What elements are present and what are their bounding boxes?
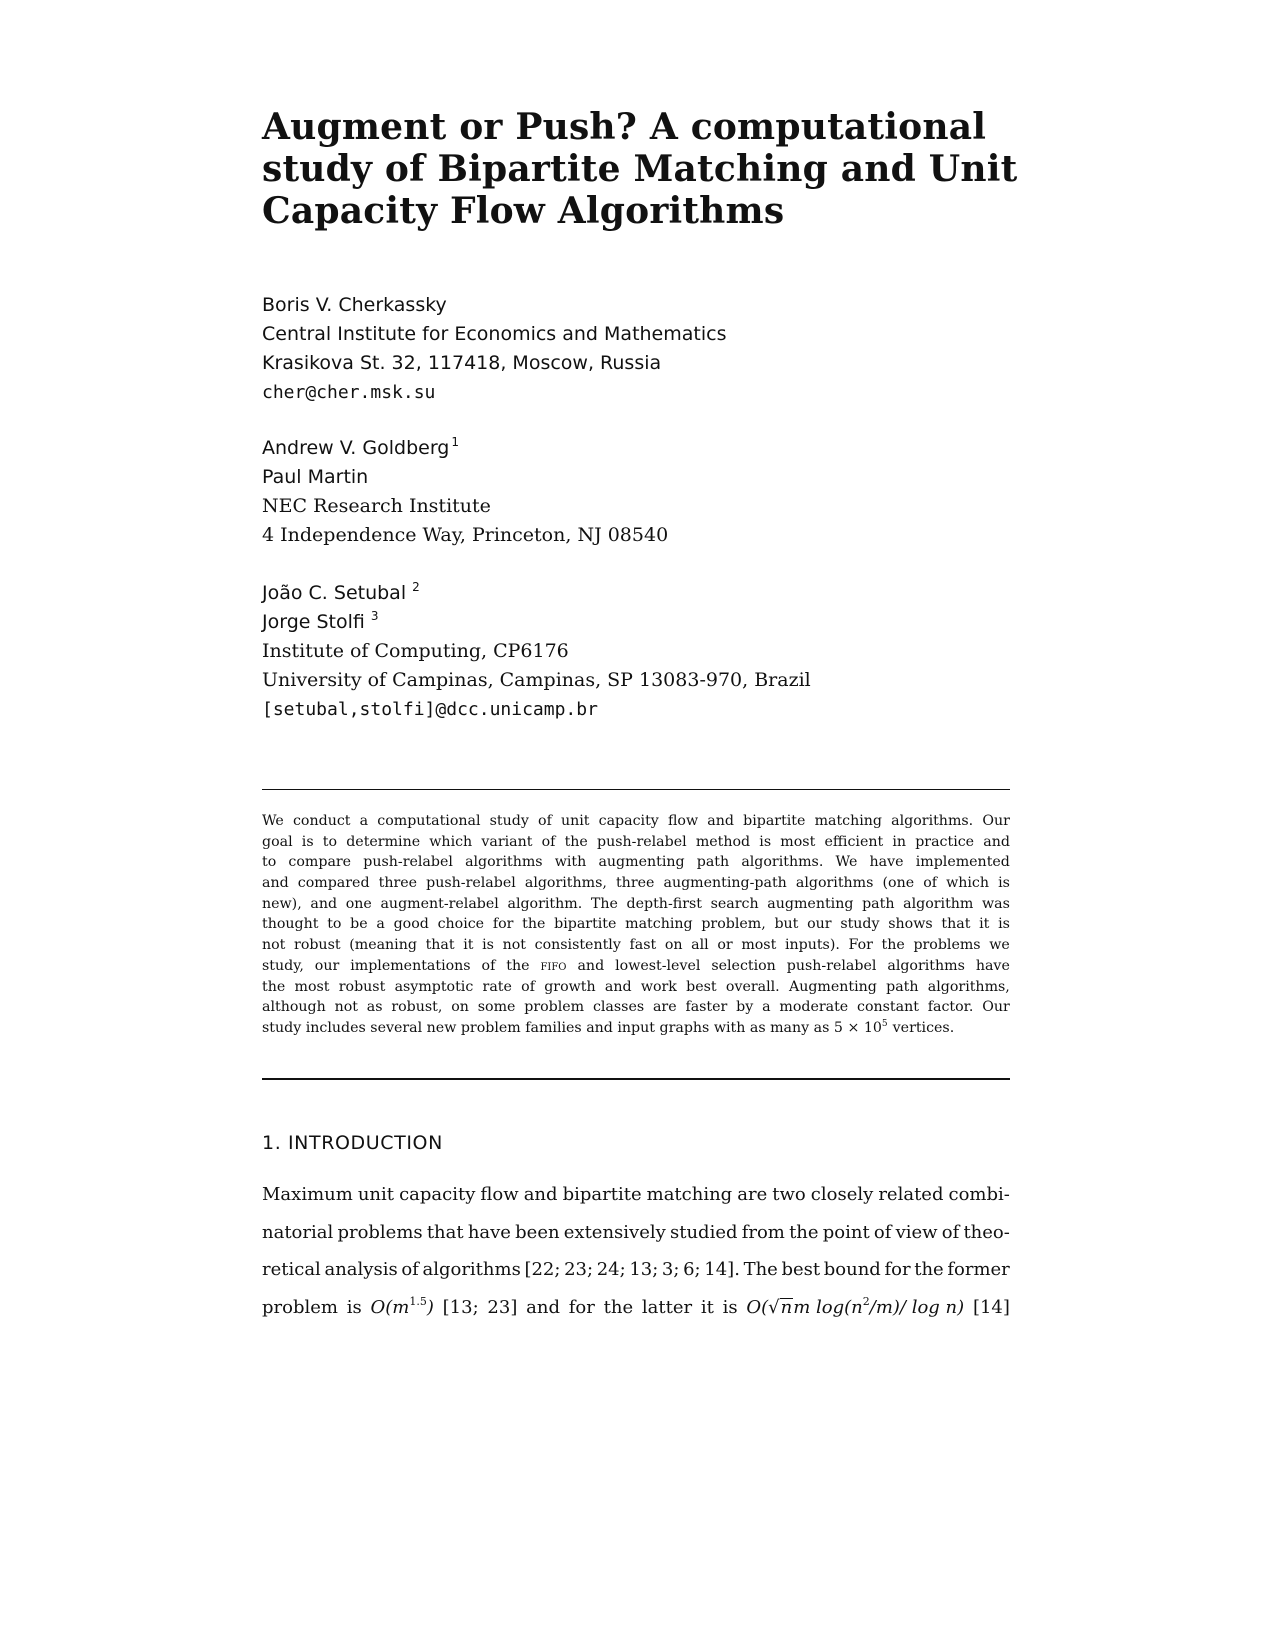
word: is	[759, 833, 772, 850]
word: from	[741, 1221, 785, 1243]
word: matching	[646, 1184, 733, 1205]
author-name-text: Jorge Stolfi	[262, 611, 365, 633]
word: on	[451, 999, 469, 1016]
word: algorithms,	[524, 875, 607, 892]
word: 23;	[564, 1259, 594, 1280]
word: most	[294, 978, 330, 995]
author-name-stolfi	[262, 608, 1022, 637]
word: constant	[857, 999, 919, 1016]
word: the	[603, 1296, 634, 1318]
word: augmenting	[767, 895, 854, 912]
author-block-campinas	[262, 579, 1022, 724]
author-name-text: Andrew V. Goldberg	[262, 437, 450, 459]
abstract-line	[262, 894, 1010, 915]
word: study	[840, 916, 880, 933]
body-line	[262, 1214, 1010, 1252]
math-text: )	[426, 1296, 434, 1318]
word: a	[359, 813, 369, 829]
word: best	[781, 1259, 821, 1280]
word: by	[736, 999, 754, 1016]
word: faster	[685, 999, 728, 1016]
author-address: Krasikova St. 32, 117418, Moscow, Russia	[262, 352, 662, 374]
word: 13;	[629, 1259, 659, 1280]
word: The	[743, 1259, 778, 1280]
word: practice	[915, 833, 975, 850]
abstract	[262, 811, 1010, 1039]
word: the	[914, 1259, 944, 1280]
word: [13;	[442, 1296, 479, 1318]
word: push-relabel	[786, 957, 877, 974]
word: shows	[888, 916, 933, 933]
word: 23]	[487, 1296, 518, 1318]
word: Maximum	[262, 1184, 353, 1205]
word: algorithms,	[927, 978, 1010, 995]
abstract-line	[262, 811, 1010, 832]
word: is	[998, 916, 1010, 933]
word: three	[378, 875, 418, 892]
author-email: [setubal,stolfi]@dcc.unicamp.br	[262, 699, 598, 720]
word: most	[741, 937, 777, 954]
word: former	[947, 1259, 1010, 1280]
word: For	[848, 937, 873, 954]
word: implementations	[350, 957, 471, 974]
word: the	[262, 978, 286, 995]
word: for	[884, 1259, 911, 1280]
body-text	[262, 1176, 1010, 1326]
author-address: University of Campinas, Campinas, SP 13083-970, Brazil	[262, 669, 811, 691]
word: although	[262, 999, 326, 1016]
abstract-text: vertices.	[892, 1019, 955, 1036]
word: flow	[480, 1184, 519, 1205]
word: robust	[338, 978, 386, 995]
word: implemented	[915, 854, 1010, 871]
word: Our	[982, 813, 1010, 829]
author-name: Boris V. Cherkassky	[262, 294, 447, 316]
word: have	[467, 1221, 511, 1243]
body-line-math	[262, 1289, 1010, 1327]
word: We	[262, 813, 284, 829]
word: depth-first	[626, 895, 702, 912]
word: that	[941, 916, 971, 933]
word: algorithms.	[891, 813, 974, 829]
word: of	[541, 833, 556, 850]
word: was	[982, 895, 1010, 912]
author-address: 4 Independence Way, Princeton, NJ 08540	[262, 524, 669, 546]
paper-title	[262, 106, 1018, 232]
word: of	[873, 1221, 892, 1243]
math-text: /m)/ log n)	[869, 1296, 965, 1318]
body-line	[262, 1251, 1010, 1289]
word: augmenting-path	[663, 875, 787, 892]
word: combi-	[948, 1184, 1010, 1205]
title-line-1: Augment or Push? A computational	[262, 106, 987, 148]
math-bound-flow	[371, 1289, 434, 1327]
footnote-marker: 3	[370, 609, 379, 623]
word: unit	[357, 1184, 395, 1205]
word: efficient	[824, 833, 884, 850]
author-affiliation: NEC Research Institute	[262, 495, 491, 517]
word: algorithms.	[741, 854, 824, 871]
author-affiliation: Institute of Computing, CP6176	[262, 640, 569, 662]
word: overall.	[725, 978, 780, 995]
math-sqrt-arg: n	[780, 1296, 793, 1318]
word: and	[707, 813, 734, 829]
word: Our	[982, 999, 1010, 1016]
word: is	[998, 875, 1010, 892]
word: the	[789, 1221, 819, 1243]
word: not	[334, 999, 358, 1016]
word: good	[393, 916, 429, 933]
word: one	[345, 895, 372, 912]
word: fast	[629, 937, 657, 954]
word: problem,	[701, 916, 766, 933]
word: 6;	[683, 1259, 701, 1280]
abstract-line	[262, 873, 1010, 894]
word: moderate	[779, 999, 849, 1016]
word: We	[835, 854, 858, 871]
word: computational	[377, 813, 481, 829]
citation: [14]	[972, 1296, 1010, 1318]
title-line-2: study of Bipartite Matching and Unit	[262, 148, 1018, 190]
word: some	[477, 999, 516, 1016]
word: theo-	[963, 1221, 1010, 1243]
word: algorithm	[903, 895, 974, 912]
word: and	[604, 978, 632, 995]
word: all	[691, 937, 709, 954]
word: capacity	[399, 1184, 476, 1205]
word: not	[502, 937, 526, 954]
word: study,	[262, 957, 304, 974]
abstract-top-rule	[262, 789, 1010, 790]
word: that	[425, 937, 455, 954]
word: two	[772, 1184, 806, 1205]
word: our	[314, 957, 340, 974]
word: for	[492, 916, 514, 933]
word: method	[695, 833, 751, 850]
word: problem	[262, 1296, 338, 1318]
math-text: O(√	[746, 1296, 780, 1318]
word: retical	[262, 1259, 321, 1280]
word: variant	[481, 833, 533, 850]
word: matching	[625, 916, 693, 933]
word: to	[262, 854, 277, 871]
abstract-last-line	[262, 1018, 1010, 1039]
word: asymptotic	[394, 978, 474, 995]
word: studied	[669, 1221, 738, 1243]
abstract-line	[262, 852, 1010, 873]
word: bipartite	[562, 1184, 642, 1205]
word: [22;	[524, 1259, 561, 1280]
word: augment-relabel	[380, 895, 499, 912]
word: and	[983, 833, 1010, 850]
word: algorithms	[465, 854, 543, 871]
word: to	[322, 833, 338, 850]
word: lowest-level	[615, 957, 701, 974]
word: algorithms	[887, 957, 965, 974]
word: best	[686, 978, 717, 995]
word: is	[301, 833, 314, 850]
word: is	[722, 1296, 738, 1318]
word: goal	[262, 833, 293, 850]
word: compare	[288, 854, 352, 871]
math-exponent: 2	[862, 1294, 870, 1308]
word: a	[376, 916, 385, 933]
word: push-relabel	[426, 875, 516, 892]
word: it	[700, 1296, 714, 1318]
word: with	[554, 854, 587, 871]
word: work	[640, 978, 677, 995]
word: it	[979, 916, 990, 933]
word: determine	[346, 833, 421, 850]
word: point	[822, 1221, 870, 1243]
word: the	[506, 957, 530, 974]
abstract-line	[262, 935, 1010, 956]
author-name-martin: Paul Martin	[262, 466, 369, 488]
word: (meaning	[349, 937, 417, 954]
word: the	[564, 833, 588, 850]
word: bipartite	[743, 813, 806, 829]
word: capacity	[598, 813, 659, 829]
word: it	[463, 937, 474, 954]
word: Augmenting	[788, 978, 877, 995]
word: or	[717, 937, 733, 954]
word: are	[652, 999, 677, 1016]
word: of	[521, 978, 535, 995]
word: push-relabel	[363, 854, 453, 871]
word: latter	[641, 1296, 693, 1318]
word: algorithm.	[507, 895, 583, 912]
word: is	[482, 937, 494, 954]
word: be	[350, 916, 368, 933]
word: inputs).	[784, 937, 840, 954]
footnote-marker: 2	[412, 580, 420, 594]
author-name-goldberg	[262, 434, 1022, 463]
word: matching	[814, 813, 883, 829]
word: and	[577, 957, 605, 974]
word: 24;	[596, 1259, 626, 1280]
word: our	[807, 916, 832, 933]
abstract-line	[262, 977, 1010, 998]
word: augmenting	[598, 854, 685, 871]
word: and	[262, 875, 289, 892]
word: we	[989, 937, 1010, 954]
word: of	[941, 1221, 960, 1243]
word: is	[346, 1296, 362, 1318]
word: related	[878, 1184, 944, 1205]
word: conduct	[292, 813, 351, 829]
word: factor.	[927, 999, 974, 1016]
word: and	[523, 1184, 558, 1205]
word: 3;	[661, 1259, 680, 1280]
word: growth	[544, 978, 596, 995]
word: for	[568, 1296, 595, 1318]
abstract-text: study includes several new problem families and input graphs with as many as 5 × 10	[262, 1019, 882, 1036]
word: unit	[560, 813, 590, 829]
word: natorial	[262, 1221, 334, 1243]
word: of	[401, 1259, 419, 1280]
word: which	[429, 833, 473, 850]
word: on	[664, 937, 683, 954]
word: the	[881, 937, 905, 954]
word: have	[869, 854, 904, 871]
section-heading: 1. INTRODUCTION	[262, 1132, 443, 1154]
word: view	[895, 1221, 938, 1243]
footnote-marker: 1	[451, 435, 460, 449]
word: of	[923, 875, 938, 892]
fifo-term: fifo	[540, 957, 567, 974]
word: to	[327, 916, 342, 933]
word: problems	[913, 937, 981, 954]
word: The	[590, 895, 618, 912]
word: and	[310, 895, 338, 912]
word: and	[526, 1296, 560, 1318]
word: classes	[592, 999, 645, 1016]
word: 14].	[704, 1259, 740, 1280]
word: flow	[667, 813, 699, 829]
word: new),	[262, 895, 302, 912]
exponent: 5	[881, 1018, 888, 1029]
word: path	[696, 854, 730, 871]
word: the	[522, 916, 546, 933]
word: three	[615, 875, 655, 892]
word: a	[762, 999, 771, 1016]
word: of	[538, 813, 552, 829]
word: consistently	[534, 937, 621, 954]
abstract-line	[262, 914, 1010, 935]
word: path	[862, 895, 895, 912]
word: study	[489, 813, 529, 829]
word: choice	[437, 916, 485, 933]
word: most	[780, 833, 816, 850]
word: algorithms	[795, 875, 874, 892]
math-exponent: 1.5	[409, 1294, 427, 1308]
author-name-setubal	[262, 579, 1022, 608]
author-block-cherkassky	[262, 291, 1022, 407]
math-bound-matching	[746, 1289, 964, 1327]
word: of	[481, 957, 496, 974]
word: closely	[810, 1184, 874, 1205]
word: not	[262, 937, 286, 954]
author-block-nec	[262, 434, 1022, 550]
word: path	[886, 978, 919, 995]
math-text: m log(n	[793, 1296, 863, 1318]
word: thought	[262, 916, 319, 933]
abstract-line	[262, 832, 1010, 853]
author-affiliation: Central Institute for Economics and Mathematics	[262, 323, 727, 345]
word: problem	[524, 999, 585, 1016]
word: are	[737, 1184, 768, 1205]
word: have	[975, 957, 1010, 974]
word: algorithms	[422, 1259, 521, 1280]
word: in	[892, 833, 907, 850]
word: selection	[711, 957, 776, 974]
math-text: O(m	[370, 1296, 410, 1318]
author-name-text: João C. Setubal	[262, 582, 407, 604]
abstract-line-fifo	[262, 956, 1010, 977]
abstract-line	[262, 997, 1010, 1018]
word: compared	[297, 875, 370, 892]
title-line-3: Capacity Flow Algorithms	[262, 190, 785, 232]
abstract-bottom-rule	[262, 1078, 1010, 1080]
word: analysis	[324, 1259, 398, 1280]
body-line	[262, 1176, 1010, 1214]
word: bipartite	[554, 916, 617, 933]
word: (one	[882, 875, 915, 892]
author-email: cher@cher.msk.su	[262, 382, 436, 403]
word: bound	[823, 1259, 881, 1280]
word: extensively	[563, 1221, 666, 1243]
word: rate	[482, 978, 512, 995]
word: as	[366, 999, 383, 1016]
word: robust,	[391, 999, 443, 1016]
word: push-relabel	[597, 833, 687, 850]
word: which	[946, 875, 990, 892]
word: robust	[294, 937, 341, 954]
word: problems	[337, 1221, 423, 1243]
word: been	[515, 1221, 560, 1243]
word: search	[710, 895, 759, 912]
word: but	[774, 916, 799, 933]
word: that	[426, 1221, 464, 1243]
abstract-words	[262, 1018, 888, 1039]
